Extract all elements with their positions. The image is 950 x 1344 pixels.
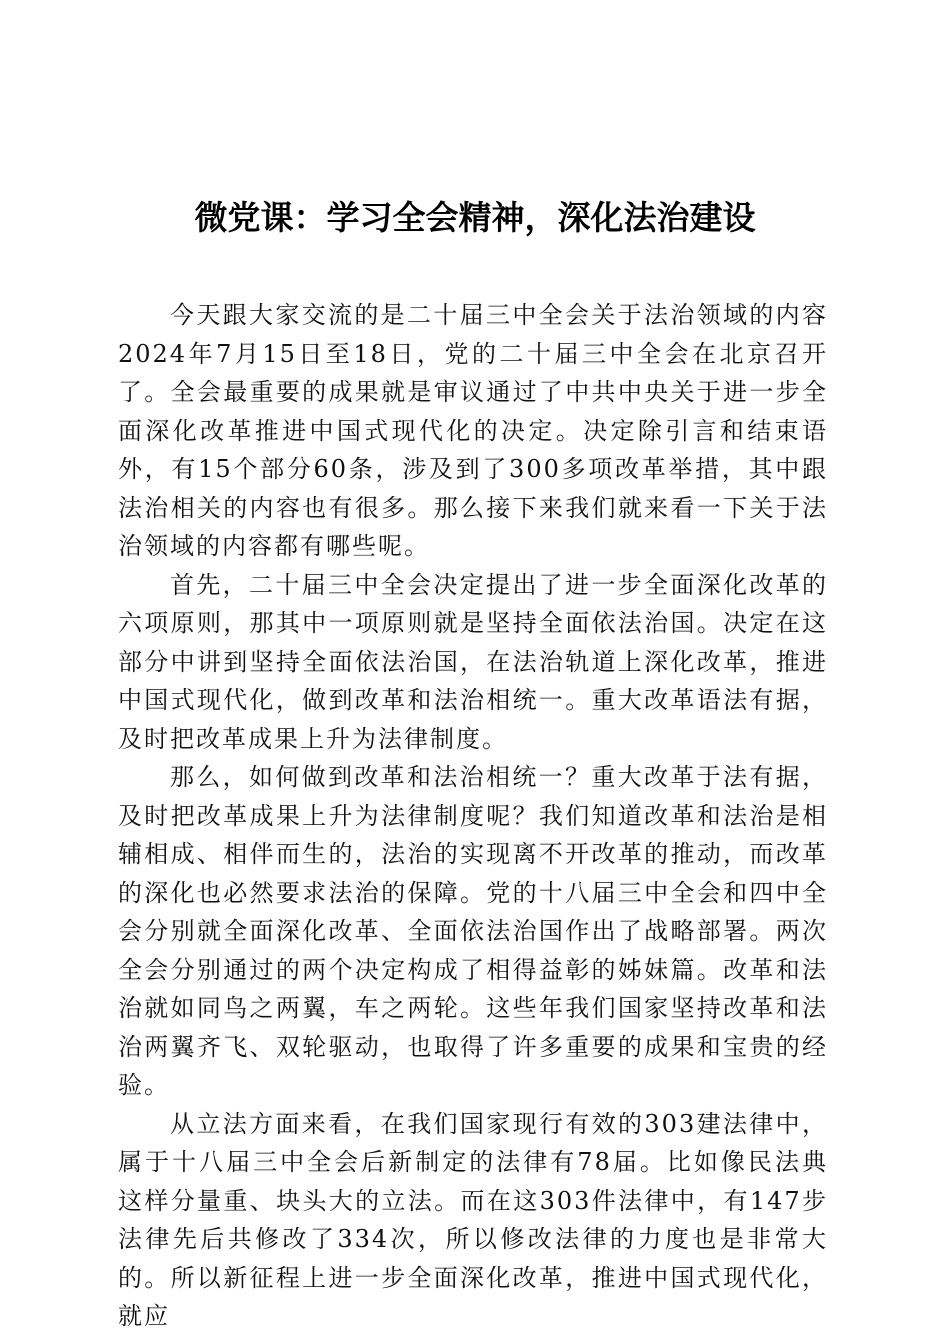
document-body bbox=[118, 296, 828, 1336]
document-title: 微党课：学习全会精神，深化法治建设 bbox=[194, 198, 756, 237]
paragraph-intro: 今天跟大家交流的是二十届三中全会关于法治领域的内容2024年7月15日至18日，党的二十届三中全会在北京召开了。全会最重要的成果就是审议通过了中共中央关于进一步全面深化改革推进中国式现代化的决定。决定除引言和结束语外，有15个部分60条，涉及到了300多项改革举措，其中跟法治相关的内容也有很多。那么接下来我们就来看一下关于法治领域的内容都有哪些呢。 bbox=[118, 301, 828, 560]
paragraph-reform-and-rule-of-law: 那么，如何做到改革和法治相统一？重大改革于法有据，及时把改革成果上升为法律制度呢？我们知道改革和法治是相辅相成、相伴而生的，法治的实现离不开改革的推动，而改革的深化也必然要求法治的保障。党的十八届三中全会和四中全会分别就全面深化改革、全面依法治国作出了战略部署。两次全会分别通过的两个决定构成了相得益彰的姊妹篇。改革和法治就如同鸟之两翼，车之两轮。这些年我们国家坚持改革和法治两翼齐飞、双轮驱动，也取得了许多重要的成果和宝贵的经验。 bbox=[118, 763, 828, 1099]
paragraph-legislation: 从立法方面来看，在我们国家现行有效的303建法律中，属于十八届三中全会后新制定的法律有78届。比如像民法典这样分量重、块头大的立法。而在这303件法律中，有147步法律先后共修改了334次，所以修改法律的力度也是非常大的。所以新征程上进一步全面深化改革，推进中国式现代化，就应 bbox=[118, 1109, 828, 1330]
paragraph-principles: 首先，二十届三中全会决定提出了进一步全面深化改革的六项原则，那其中一项原则就是坚持全面依法治国。决定在这部分中讲到坚持全面依法治国，在法治轨道上深化改革，推进中国式现代化，做到改革和法治相统一。重大改革语法有据，及时把改革成果上升为法律制度。 bbox=[118, 570, 828, 753]
